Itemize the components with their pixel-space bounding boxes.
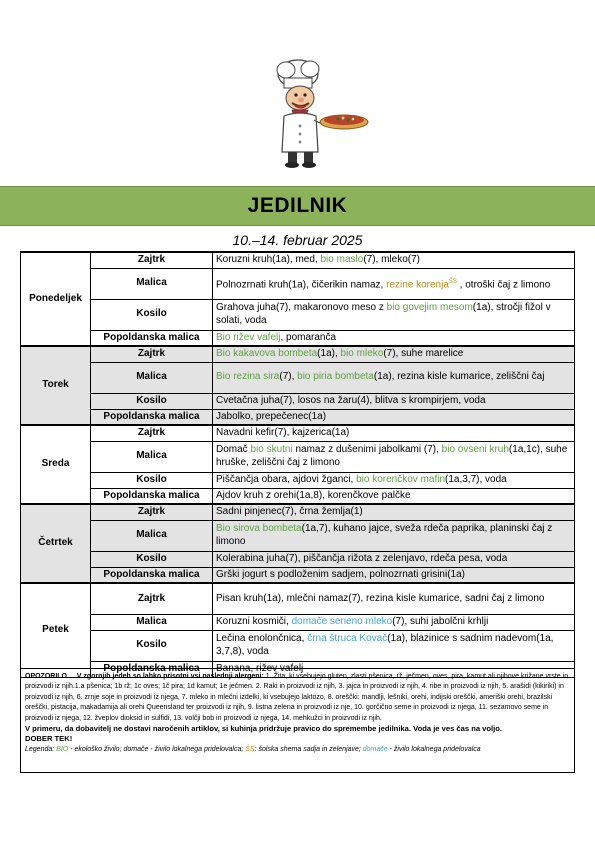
meal-items xyxy=(213,472,575,488)
item-text: Jabolko, prepečenec(1a) xyxy=(216,410,327,422)
legend-domace: domače xyxy=(362,745,388,753)
closing-text: DOBER TEK! xyxy=(25,734,73,744)
legend xyxy=(25,745,570,755)
menu-row xyxy=(21,488,575,504)
menu-row xyxy=(21,472,575,488)
meal-items xyxy=(213,299,575,330)
meal-label: Zajtrk xyxy=(91,252,213,268)
bio-item: Bio kakavova bombeta xyxy=(216,348,318,359)
item-text: (1a), xyxy=(317,348,341,359)
bio-item: bio korenčkov mafin xyxy=(356,473,446,485)
school-scheme-item: rezine korenja xyxy=(386,278,449,290)
day-group xyxy=(21,504,575,583)
menu-row xyxy=(21,504,575,520)
chef-with-pizza-icon xyxy=(248,52,373,170)
bio-item: bio piria bombeta xyxy=(297,371,374,383)
item-text: Lečina enolončnica, xyxy=(216,633,308,644)
meal-label: Malica xyxy=(91,614,213,630)
meal-items xyxy=(213,630,575,661)
warning-label: OPOZORILO xyxy=(25,673,67,680)
item-text: (1a), rezina kisle kumarice, zeliščni čaj xyxy=(373,371,545,383)
day-name: Sreda xyxy=(21,425,91,504)
meal-items xyxy=(213,362,575,393)
menu-row xyxy=(21,567,575,583)
menu-row xyxy=(21,330,575,346)
item-text: Grahova juha(7), makaronovo meso z xyxy=(216,302,387,313)
day-group xyxy=(21,252,575,346)
warning-text: V zgornjih jedeh so lahko prisotni vsi naslednji alergeni: xyxy=(76,673,264,680)
meal-label: Zajtrk xyxy=(91,425,213,441)
day-group xyxy=(21,583,575,677)
meal-label: Popoldanska malica xyxy=(91,661,213,677)
meal-label: Zajtrk xyxy=(91,346,213,362)
meal-items xyxy=(213,393,575,409)
day-name: Ponedeljek xyxy=(21,252,91,346)
legend-bio-text: - ekološko živilo; domače - živilo lokalnega pridelovalca; xyxy=(68,745,246,753)
meal-items xyxy=(213,614,575,630)
item-text: Piščančja obara, ajdovi žganci, xyxy=(216,473,357,485)
legend-domace-text: - živilo lokalnega pridelovalca xyxy=(387,745,481,753)
item-text: (7), suhi jabolčni krhlji xyxy=(392,615,489,627)
legend-bio: BIO xyxy=(56,745,69,753)
meal-items xyxy=(213,252,575,268)
menu-row xyxy=(21,425,575,441)
meal-label: Popoldanska malica xyxy=(91,488,213,504)
meal-items xyxy=(213,409,575,425)
item-text: Sadni pinjenec(7), črna žemlja(1) xyxy=(216,506,363,517)
day-name: Četrtek xyxy=(21,504,91,583)
notes-box xyxy=(20,668,575,773)
menu-table xyxy=(20,251,575,678)
item-text: Koruzni kruh(1a), med, xyxy=(216,254,321,265)
meal-items xyxy=(213,441,575,472)
bio-item: bio skutni xyxy=(250,444,293,455)
meal-label: Malica xyxy=(91,441,213,472)
meal-items xyxy=(213,330,575,346)
domace-item: črna štruca Kovač xyxy=(307,633,388,644)
item-text: (1a), stročji fižol v solati, voda xyxy=(216,302,551,326)
menu-row xyxy=(21,583,575,614)
item-text: Banana, rižev vafelj xyxy=(216,662,304,674)
meal-label: Zajtrk xyxy=(91,504,213,520)
meal-items xyxy=(213,551,575,567)
menu-row xyxy=(21,630,575,661)
item-text: Kolerabina juha(7), piščančja rižota z zelenjavo, rdeča pesa, voda xyxy=(216,552,508,564)
item-text: Polnozrnati kruh(1a), čičerikin namaz, xyxy=(216,278,387,290)
item-text: Pisan kruh(1a), mlečni namaz(7), rezina kisle kumarice, sadni čaj z limono xyxy=(216,592,545,604)
legend-ss: ŠS xyxy=(245,745,255,753)
item-text: , otroški čaj z limono xyxy=(456,278,551,290)
meal-label: Kosilo xyxy=(91,393,213,409)
meal-items xyxy=(213,425,575,441)
menu-row xyxy=(21,346,575,362)
item-text: Grški jogurt s podloženim sadjem, polnozrnati grisini(1a) xyxy=(216,568,465,580)
meal-items xyxy=(213,520,575,551)
page-title: JEDILNIK xyxy=(247,194,348,217)
item-text: Koruzni kosmiči, xyxy=(216,615,292,627)
allergen-warning xyxy=(25,672,570,724)
item-text: (7), suhe marelice xyxy=(383,348,464,359)
menu-row xyxy=(21,551,575,567)
legend-ss-text: : šolska shema sadja in zelenjave; xyxy=(254,745,363,753)
meal-label: Popoldanska malica xyxy=(91,409,213,425)
menu-row xyxy=(21,393,575,409)
day-name: Petek xyxy=(21,583,91,677)
bio-item: bio ovseni kruh xyxy=(441,444,509,455)
meal-label: Kosilo xyxy=(91,472,213,488)
bio-item: bio maslo xyxy=(320,254,364,265)
bio-item: bio mleko xyxy=(340,348,384,359)
title-banner xyxy=(0,186,595,226)
item-text: (1a,7), kuhano jajce, sveža rdeča paprika, planinski čaj z limono xyxy=(216,523,553,547)
menu-row xyxy=(21,252,575,268)
allergen-list: 1. Žita, ki vsebujejo gluten, zlasti pšenica, rž, ječmen, oves, pira, kamut ali njihove križane vrste in proizvodi iz njih.1.a pšenica; 1b rž; 1c oves; 1č pira; 1d kamut; 1e ječmen. 2. Raki in proizvodi iz njih, 3. jajca in proizvodi iz njih, 4. ribe in proizvodi iz njih, 5. arašidi (kikiriki) in proizvodi iz njih, 6. zrnje soje in proizvodi iz njega, 7. mleko in mlečni izdelki, ki vsebujejo laktozo, 8. oreščki: mandlji, lešniki, orehi, indijski oreščki, ameriški orehi, brazilski oreščki, pistacija, makadamija ali orehi Queensland ter proizvodi iz njih, 9. listna zelena in proizvodi iz nje, 10. gorčično seme in proizvodi iz njega, 11. sezamovo seme in proizvodi iz njega, 12. žveplov dioksid in sulfidi, 13. volčji bob in proizvodi iz njega, 14. mehkužci in proizvodi iz njih. xyxy=(25,673,569,722)
item-text: Cvetačna juha(7), losos na žaru(4), blitva s krompirjem, voda xyxy=(216,394,486,406)
day-group xyxy=(21,425,575,504)
item-text: Navadni kefir(7), kajzerica(1a) xyxy=(216,427,350,438)
item-text: namaz z dušenimi jabolkami (7), xyxy=(292,444,442,455)
item-text: (7), xyxy=(279,371,298,383)
meal-items xyxy=(213,346,575,362)
domace-item: domače seneno mleko xyxy=(291,615,393,627)
meal-label: Malica xyxy=(91,362,213,393)
menu-row xyxy=(21,268,575,299)
meal-label: Kosilo xyxy=(91,551,213,567)
day-group xyxy=(21,346,575,425)
bio-item: Bio sirova bombeta xyxy=(216,523,302,534)
menu-row xyxy=(21,441,575,472)
meal-label: Popoldanska malica xyxy=(91,567,213,583)
bio-item: Bio rižev vafelj xyxy=(216,331,281,343)
legend-label: Legenda: xyxy=(25,745,55,753)
item-text: (1a), blazinice s sadnim nadevom(1a, 3,7,8), voda xyxy=(216,633,554,657)
meal-items xyxy=(213,504,575,520)
school-scheme-mark: ŠS xyxy=(448,278,457,285)
meal-label: Malica xyxy=(91,268,213,299)
item-text: Domač xyxy=(216,444,251,455)
item-text: , pomaranča xyxy=(280,331,337,343)
meal-label: Malica xyxy=(91,520,213,551)
bio-item: Bio rezina sira xyxy=(216,371,280,383)
meal-label: Kosilo xyxy=(91,299,213,330)
menu-row xyxy=(21,520,575,551)
item-text: Ajdov kruh z orehi(1a,8), korenčkove palčke xyxy=(216,489,411,501)
meal-label: Popoldanska malica xyxy=(91,330,213,346)
item-text: (1a,3,7), voda xyxy=(445,473,507,485)
date-range: 10.–14. februar 2025 xyxy=(232,232,363,248)
menu-row xyxy=(21,299,575,330)
change-notice: V primeru, da dobavitelj ne dostavi naročenih artiklov, si kuhinja pridržuje pravico do spremembe jedilnika. Voda je ves čas na voljo. xyxy=(25,724,503,734)
meal-items xyxy=(213,567,575,583)
menu-row xyxy=(21,614,575,630)
bio-item: bio govejim mesom xyxy=(386,302,473,313)
meal-items xyxy=(213,583,575,614)
menu-row xyxy=(21,409,575,425)
item-text: (1a,1c), suhe hruške, zeliščni čaj z limono xyxy=(216,444,568,468)
meal-items xyxy=(213,488,575,504)
meal-items xyxy=(213,268,575,299)
day-name: Torek xyxy=(21,346,91,425)
meal-label: Zajtrk xyxy=(91,583,213,614)
menu-row xyxy=(21,362,575,393)
item-text: (7), mleko(7) xyxy=(363,254,420,265)
meal-label: Kosilo xyxy=(91,630,213,661)
